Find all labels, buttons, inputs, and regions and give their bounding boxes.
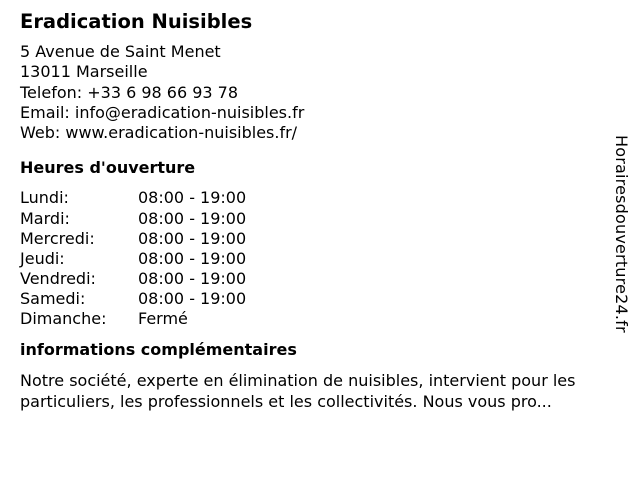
additional-info-heading: informations complémentaires [20,340,297,360]
hours-row-saturday [20,289,615,309]
hours-row-tuesday [20,209,615,229]
day-label: Mardi: [20,208,70,228]
time-value: 08:00 - 19:00 [138,188,247,208]
hours-row-wednesday [20,229,615,249]
day-label: Vendredi: [20,268,96,288]
side-brand-watermark: Horairesdouverture24.fr [612,135,631,333]
contact-block [20,42,615,143]
hours-row-friday [20,269,615,289]
time-value: 08:00 - 19:00 [138,248,247,268]
business-info-card [20,8,615,412]
opening-hours-heading: Heures d'ouverture [20,158,196,178]
opening-hours-list [20,188,615,329]
web-line: Web: www.eradication-nuisibles.fr/ [20,123,298,143]
day-label: Jeudi: [20,248,65,268]
address-line-street: 5 Avenue de Saint Menet [20,42,221,61]
time-value: 08:00 - 19:00 [138,228,247,248]
day-label: Samedi: [20,288,86,308]
business-name: Eradication Nuisibles [20,10,253,33]
additional-info-text: Notre société, experte en élimination de nuisibles, intervient pour les particuliers, les professionnels et les collectivités. Nous vous pro... [20,371,576,412]
hours-row-sunday [20,309,615,329]
time-value: Fermé [138,309,188,329]
time-value: 08:00 - 19:00 [138,208,247,228]
day-label: Dimanche: [20,309,107,329]
day-label: Lundi: [20,188,69,208]
day-label: Mercredi: [20,228,95,248]
email-line: Email: info@eradication-nuisibles.fr [20,102,305,122]
time-value: 08:00 - 19:00 [138,268,247,288]
hours-row-monday [20,188,615,208]
address-line-city: 13011 Marseille [20,62,148,82]
phone-line: Telefon: +33 6 98 66 93 78 [20,82,239,102]
hours-row-thursday [20,249,615,269]
time-value: 08:00 - 19:00 [138,288,247,308]
